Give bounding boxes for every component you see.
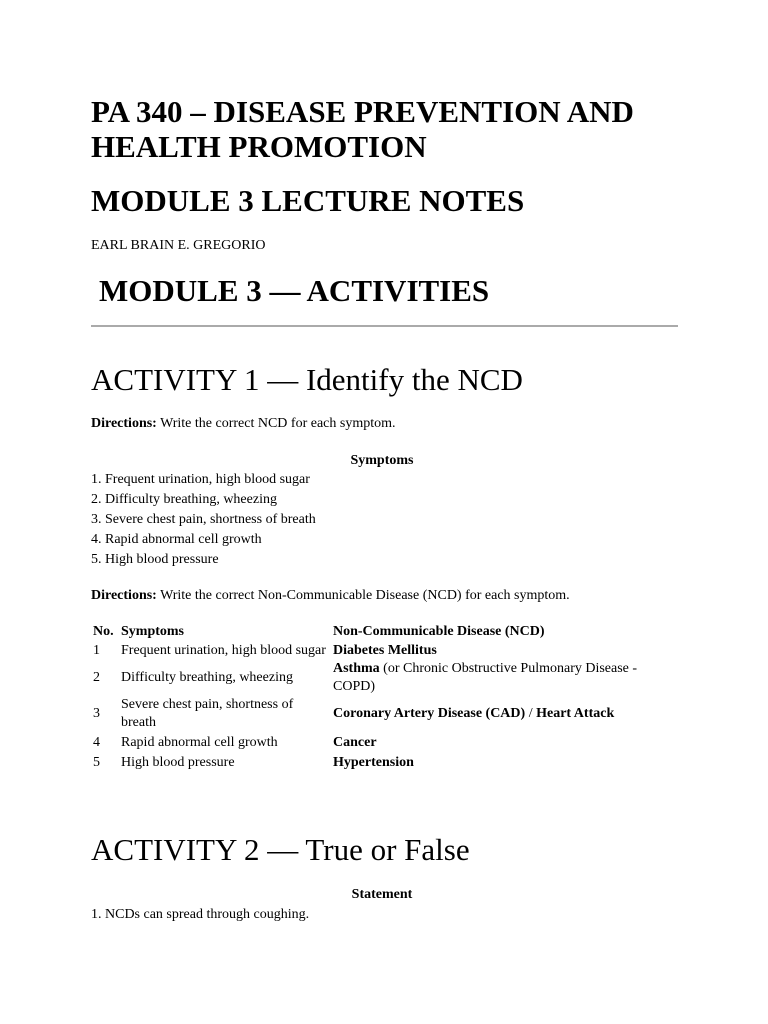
ncd-answer-table [91,622,673,772]
row-number: 1 [93,643,100,658]
ncd-name: Coronary Artery Disease (CAD) [333,706,526,721]
row-number: 4 [93,734,100,750]
ncd-name: Diabetes Mellitus [333,643,437,658]
row-ncd [331,752,673,772]
table-header-row [91,622,673,642]
list-item: 4. Rapid abnormal cell growth [91,532,262,547]
symptom-list [91,471,316,571]
horizontal-divider [91,325,678,327]
row-ncd [331,732,673,752]
column-header-no: No. [93,624,114,639]
column-header-ncd: Non-Communicable Disease (NCD) [333,624,545,639]
directions-label: Directions: [91,416,157,431]
row-ncd [331,696,673,732]
symptoms-list-header: Symptoms [350,453,414,468]
list-item: 1. Frequent urination, high blood sugar [91,472,310,487]
directions-text: Write the correct NCD for each symptom. [156,416,396,431]
author-name: EARL BRAIN E. GREGORIO [91,238,266,253]
activity1-heading: ACTIVITY 1 — Identify the NCD [91,362,523,397]
row-ncd [331,642,673,660]
course-title: PA 340 – DISEASE PREVENTION AND HEALTH PROMOTION [91,94,634,164]
table-row [91,752,673,772]
row-number: 3 [93,706,100,721]
module-title: MODULE 3 LECTURE NOTES [91,183,525,218]
table-row [91,642,673,660]
row-symptom: Severe chest pain, shortness of breath [121,697,294,730]
row-symptom: High blood pressure [121,754,235,770]
ncd-name: Hypertension [333,754,414,770]
row-ncd [331,660,673,696]
list-item: 5. High blood pressure [91,552,219,567]
row-number: 2 [93,670,100,685]
table-row [91,732,673,752]
row-symptom: Rapid abnormal cell growth [121,734,278,750]
statement-list [91,906,309,926]
row-symptom: Difficulty breathing, wheezing [121,670,293,685]
row-number: 5 [93,754,100,770]
table-row [91,660,673,696]
list-item: 2. Difficulty breathing, wheezing [91,492,277,507]
ncd-separator: / [525,706,537,721]
activity2-heading: ACTIVITY 2 — True or False [91,832,470,867]
statement-list-header: Statement [351,887,413,902]
ncd-name-secondary: Heart Attack [536,706,615,721]
list-item: 3. Severe chest pain, shortness of breath [91,512,316,527]
column-header-symptoms: Symptoms [121,624,185,639]
directions-text: Write the correct Non-Communicable Disease (NCD) for each symptom. [156,588,570,603]
table-row [91,696,673,732]
ncd-name: Asthma [333,661,380,676]
activity1-directions-2 [91,587,570,604]
directions-label: Directions: [91,588,157,603]
activities-title: MODULE 3 — ACTIVITIES [99,273,490,308]
activity1-directions [91,415,396,432]
ncd-name: Cancer [333,734,377,750]
list-item: 1. NCDs can spread through coughing. [91,907,310,922]
ncd-alternative: (or Chronic Obstructive Pulmonary Disease - COPD) [333,661,638,694]
row-symptom: Frequent urination, high blood sugar [121,643,326,658]
